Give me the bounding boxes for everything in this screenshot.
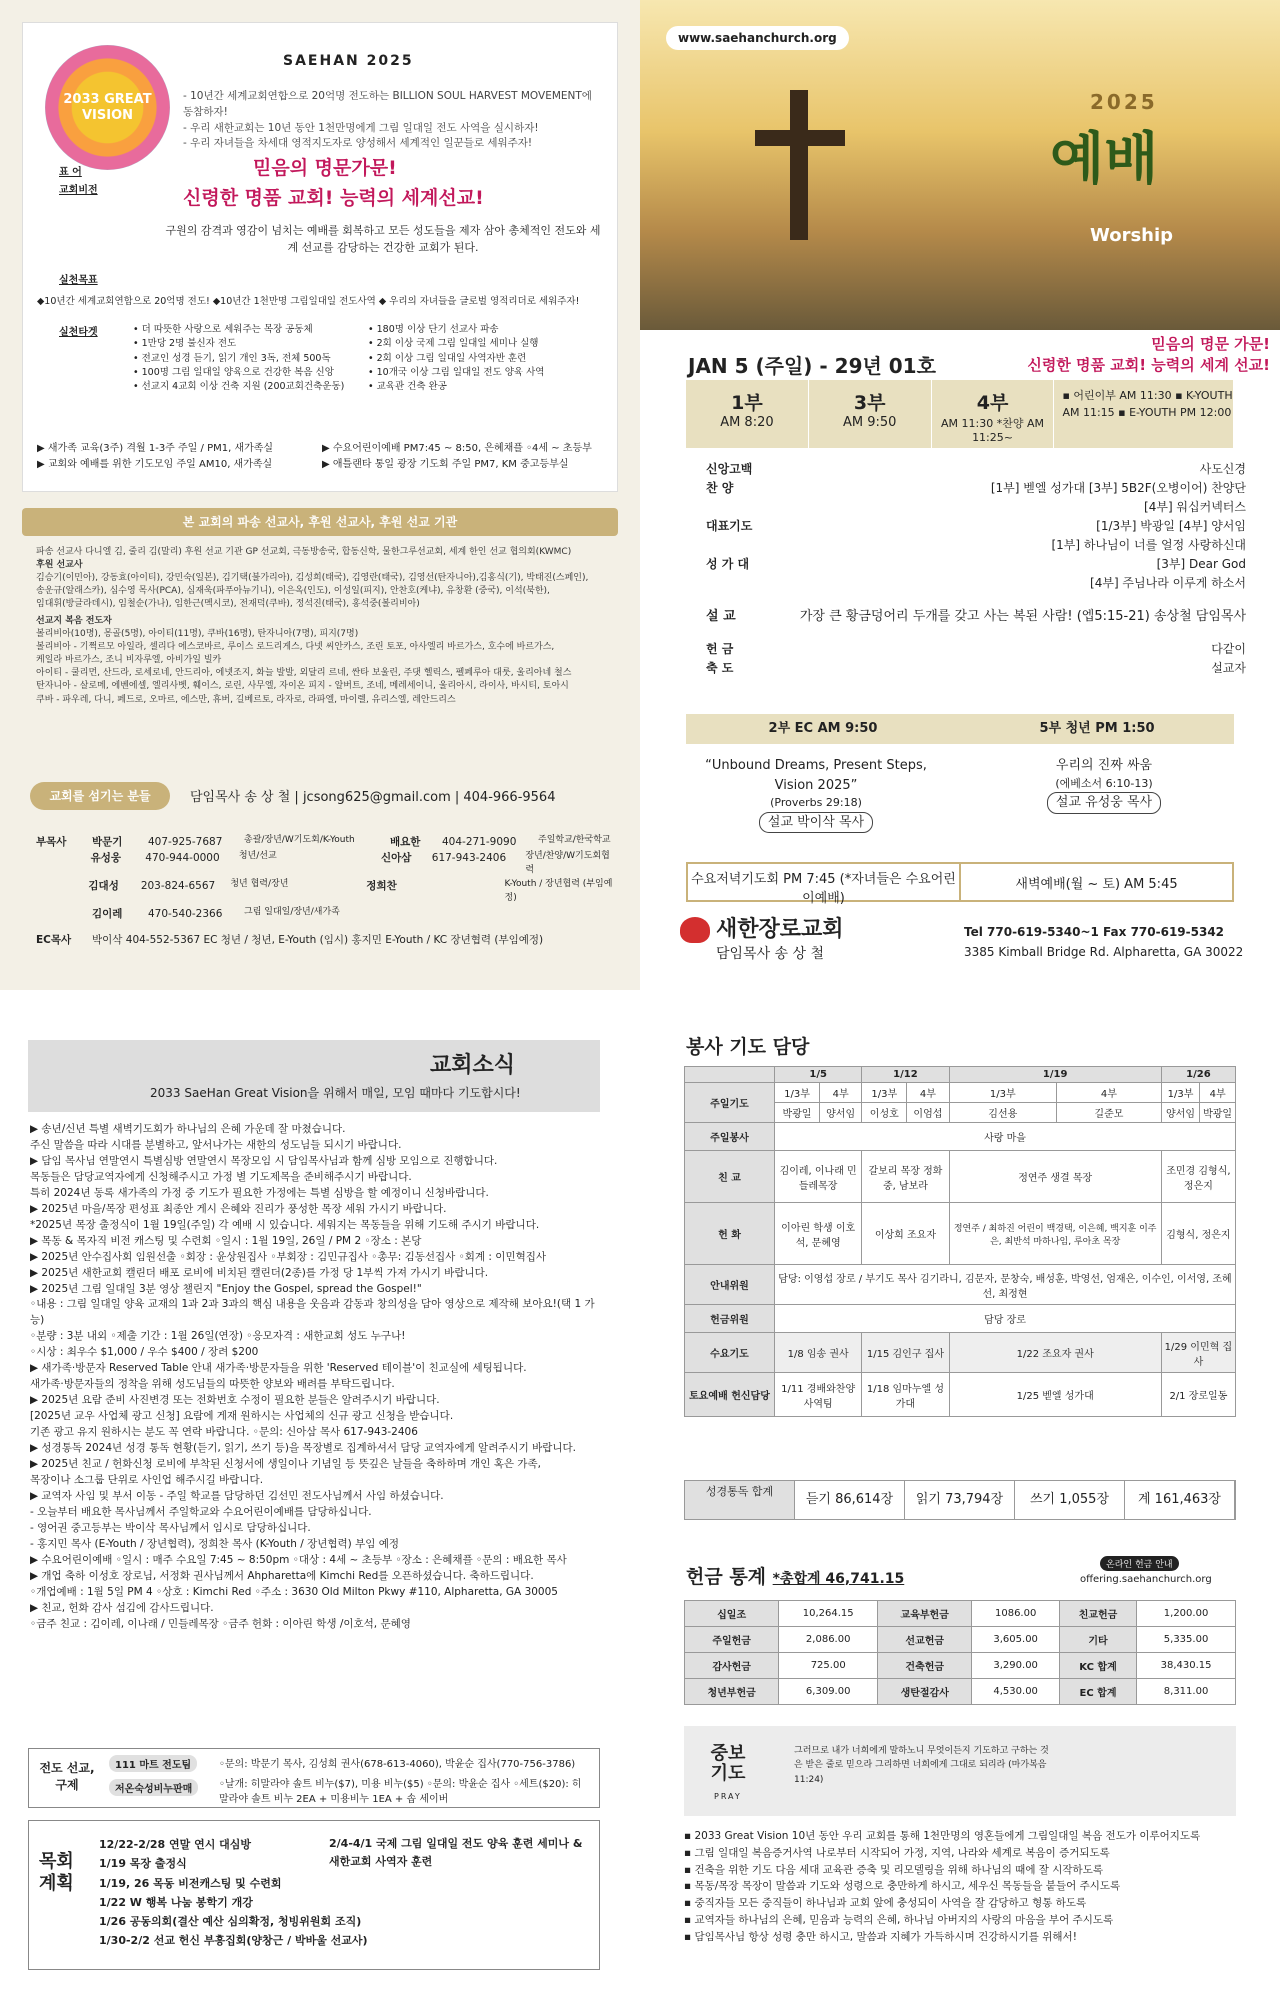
service-3: 3부 AM 9:50: [809, 380, 932, 448]
order-row: 신앙고백 사도신경: [706, 462, 1246, 476]
cross-icon: [790, 90, 808, 240]
youth-sermon: 우리의 진짜 싸움 (에베소서 6:10-13) 설교 유성웅 목사: [974, 756, 1234, 814]
mission-band: 본 교회의 파송 선교사, 후원 선교사, 후원 선교 기관: [22, 508, 618, 536]
vision-motto-2: 신령한 명품 교회! 능력의 세계선교!: [183, 187, 484, 209]
prayer-list: ▪ 2033 Great Vision 10년 동안 우리 교회를 통해 1천만명의 영혼들에게 그림일대일 복음 전도가 이루어지도록 ▪ 그림 일대일 복음증거사역 나로부터 시작되어 가정, 지역, 나라와 세계로 복음이 증거되도록 ▪ 건축을 위한 기도 다음 세대 교육관 증축 및 리모델링을 위해 하나님의 때에 잘 시작하도록 ▪ 목동/목장 목장이 말씀과 기도와 성령으로 충만하게 하시고, 세우신 목동들을 붙들어 주시도록 ▪ 중직자들 모든 중직들이 하나님과 교회 앞에 충성되이 사역을 잘 감당하고 형통 하도록 ▪ 교역자들 하나님의 은혜, 믿음과 능력의 은혜, 하나님 아버지의 사랑의 마음을 부어 주시도록 ▪ 담임목사님 항상 성령 충만 하시고, 말씀과 지혜가 가득하시며 건강하시기를 위해서!: [684, 1830, 1201, 1943]
news-subtitle: 2033 SaeHan Great Vision을 위해서 매일, 모임 때마다 기도합시다!: [150, 1086, 521, 1100]
weekday-services: 수요저녁기도회 PM 7:45 (*자녀들은 수요어린이예배) 새벽예배(월 ~ 토) AM 5:45: [686, 862, 1234, 902]
staff-row: 김이레 470-540-2366 그림 일대일/장년/새가족: [92, 907, 340, 921]
label-goal: 실천목표: [59, 275, 98, 286]
label-pyo: 표 어: [59, 167, 82, 178]
offering-table: 십일조 10,264.15 교육부헌금 1086.00 친교헌금 1,200.00 주일헌금 2,086.00 선교헌금 3,605.00 기타 5,335.00 감사헌금 725.00 건축헌금 3,290.00 KC 합계 38,430.15 청년부헌금 6,309.00 생탄절감사 4,530.00 EC 합계 8,311.00: [684, 1600, 1236, 1705]
order-row: [1부] 하나님이 너를 얼정 사랑하신대: [1051, 538, 1246, 552]
service-table: 1/5 1/12 1/19 1/26 주일기도 1/3부 4부 1/3부 4부 1/3부 4부 1/3부 4부 박광일 양서임 이성호 이엄섭 김선용 길준모 양서임 박광일 주일봉사 사랑 마을 친 교 김이레, 이나래 민들레목장 갈보리 목장 정화중, 남보라 정연주 생결 목장 조민경 김형식, 정은지 헌 화 이아린 학생 이호석, 문혜영 이상희 조요자 정연주 / 최하진 어린이 백경택, 이은혜, 백지훈 이주은, 최반석 마하나임, 루아초 목장 김형식, 정은지 안내위원 담당: 이영섭 장로 / 부기도 목사 김기라니, 김문자, 문창숙, 배성훈, 박영선, 엄재은, 이수인, 이서영, 조혜선, 최정현 헌금위원 담당 장로 수요기도 1/8 임송 권사 1/15 김인구 집사 1/22 조요자 권사 1/29 이민혁 집사 토요예배 헌신담당 1/11 경배와찬양 사역팀 1/18 임마누엘 성가대 1/25 벧엘 성가대 2/1 장로일동: [684, 1066, 1236, 1417]
saehan-title: SAEHAN 2025: [283, 53, 414, 69]
order-row: 축 도 설교자: [706, 661, 1246, 675]
order-row: 설 교 가장 큰 황금덩어리 두개를 갖고 사는 복된 사람! (엡5:15-21) 송상철 담임목사: [706, 609, 1246, 624]
cross-bar: [755, 130, 845, 146]
vision-motto-1: 믿음의 명문가문!: [253, 157, 397, 179]
motto: 믿음의 명문 가문! 신령한 명품 교회! 능력의 세계 선교!: [1027, 335, 1270, 374]
online-offering-url[interactable]: offering.saehanchurch.org: [1080, 1574, 1212, 1585]
hero-image: [640, 0, 1280, 330]
service-1: 1부 AM 8:20: [686, 380, 809, 448]
service-4: 4부 AM 11:30 *찬양 AM 11:25~: [932, 380, 1055, 448]
order-row: 찬 양 [1부] 벧엘 성가대 [3부] 5B2F(오병이어) 찬양단: [706, 481, 1246, 495]
serve-button: 교회를 섬기는 분들: [30, 782, 170, 810]
mission-text: 파송 선교사 다니엘 김, 줄리 김(말리) 후원 선교 기관 GP 선교회, 극동방송국, 합동신학, 물한그루선교회, 세계 한인 선교 협의회(KWMC) 후원 선교사 김승기(이민아), 강동효(아이티), 강민숙(일본), 김기택(불가리아), 김성희(태국), 김영란(태국), 김영선(탄자니아),김홍식(기), 박태진(스페인), 송운규(알래스카), 심수영 목사(PCA), 심재욱(파푸아뉴기니), 이은옥(인도), 이성일(피지), 안찬호(케냐), 유창환 (중국), 이석(북한), 임대휘(방글라데시), 임철순(가나), 임한근(멕시코), 전재덕(쿠바), 정석진(태국), 홍석중(볼리비아) 선교지 복음 전도자 볼리비아(10명), 몽골(5명), 아이티(11명), 쿠바(16명), 탄자니아(7명), 피지(7명) 볼리비아 - 기쩍르모 아일라, 셀리다 에스코바르, 루이스 로드리게스, 다넷 씨안카스, 조린 토포, 아사엘리 바르가스, 호수에 바르가스, 케일라 바르가스, 조니 비자루엘, 아비가일 빌카 아이티 - 쿨리먼, 산드라, 로세로네, 안드리아, 에넷조지, 화늘 발발, 외달리 르네, 싼타 보울린, 주댓 헬릭스, 펠페루아 대룻, 울리아네 철스 탄자니아 - 살로메, 에벤에셀, 엘리사벳, 훼이스, 로린, 사무엘, 자이온 피지 - 알버트, 조네, 메레세이니, 울리아시, 라이사, 바시티, 토아시 쿠바 - 파우레, 다니, 페드로, 오마르, 에스만, 휴버, 길베르토, 라자로, 라파엘, 마이렐, 유리스엘, 레안드리스: [36, 547, 589, 705]
year: 2025: [1090, 90, 1158, 114]
service-panel: [640, 1000, 1280, 1992]
ec-sermon: “Unbound Dreams, Present Steps, Vision 2025” (Proverbs 29:18) 설교 박이삭 목사: [686, 756, 946, 833]
ec-row: EC목사 박이삭 404-552-5367 EC 청년 / 청년, E-Youth (임시) 홍지민 E-Youth / KC 장년협력 (부임예정): [36, 934, 544, 947]
staff-row: 유성웅 470-944-0000 청년/선교 신아삼 617-943-2406 장년/찬양/W기도회협력: [90, 851, 610, 876]
worship-title-ko: 예배: [1050, 127, 1159, 192]
staff-list: [36, 834, 616, 949]
church-url[interactable]: www.saehanchurch.org: [666, 26, 849, 50]
worship-title-en: Worship: [1090, 225, 1174, 246]
worship-panel: [640, 0, 1280, 990]
label-target: 실천타겟: [59, 327, 98, 338]
order-row: [4부] 워십커넥터스: [1144, 500, 1246, 514]
staff-row: 부목사 박문기 407-925-7687 총괄/장년/W기도회/K-Youth 배요한 404-271-9090 주일학교/한국학교: [36, 835, 611, 848]
intercession-banner: 중보 기도 PRAY 그러므로 내가 너희에게 말하노니 무엇이든지 기도하고 구하는 것은 받은 줄로 믿으라 그리하면 너희에게 그대로 되리라 (마가복음 11:24): [684, 1726, 1236, 1816]
offering-title: 헌금 통계 *총합계 46,741.15: [686, 1566, 905, 1588]
great-vision-badge: 2033 GREAT VISION: [45, 45, 170, 170]
ec-youth-band: 2부 EC AM 9:50 5부 청년 PM 1:50: [686, 714, 1234, 744]
practice-list: • 더 따뜻한 사랑으로 세워주는 목장 공동체 • 1만당 2명 불신자 전도 • 전교인 성경 듣기, 읽기 개인 3독, 전체 500독 • 100명 그림 일대일 양육으로 건강한 복음 신앙 • 선교지 4교회 이상 건축 지원 (200교회건축운동) • 180명 이상 단기 선교사 파송 • 2회 이상 국제 그림 일대일 세미나 실행 • 2회 이상 그림 일대일 사역자반 훈련 • 10개국 이상 그림 일대일 전도 양육 사역 • 교육관 건축 완공: [133, 324, 545, 392]
vision-panel: [0, 0, 640, 990]
news-body: ▶ 송년/신년 특별 새벽기도회가 하나님의 은혜 가운데 잘 마쳤습니다. 주신 말씀을 따라 시대를 분별하고, 앞서나가는 새한의 성도님들 되시기 바랍니다. ▶ 담임 목사님 연말연시 특별심방 연말연시 목장모임 시 담임목사님과 함께 심방 모임으로 진행합니다. 목동들은 담당교역자에게 신청해주시고 가정 별 기도제목을 준비해주시기 바랍니다. 특히 2024년 동록 새가족의 가정 중 기도가 필요한 가정에는 특별 심방을 할 예정이니 신청바랍니다. ▶ 2025년 마을/목장 편성표 최종안 게시 은혜와 진리가 풍성한 목장 세워 가시기 바랍니다. *2025년 목장 출정식이 1월 19일(주일) 각 예배 시 있습니다. 세워지는 목동들을 위해 기도해 주시기 바랍니다. ▶ 목동 & 목자직 비전 캐스팅 및 수련회 ◦일시 : 1월 19일, 26일 / PM 2 ◦장소 : 본당 ▶ 2025년 안수집사회 임원선출 ◦회장 : 윤상원집사 ◦부회장 : 김민규집사 ◦총무: 김동선집사 ◦회계 : 이민혁집사 ▶ 2025년 새한교회 캘린더 배포 로비에 비치된 캘린더(2종)를 가정 당 1부씩 가져 가시기 바랍니다. ▶ 2025년 그림 일대일 3분 영상 챌린지 "Enjoy the Gospel, spread the Gospel!" ◦내용 : 그림 일대일 양육 교재의 1과 2과 3과의 핵심 내용을 웃음과 감동과 창의성을 담아 영상으로 제작해 보아요!(택 1 가능) ◦분량 : 3분 내외 ◦제출 기간 : 1월 26일(연장) ◦응모자격 : 새한교회 성도 누구나! ◦시상 : 최우수 $1,000 / 우수 $400 / 장려 $200 ▶ 새가족·방문자 Reserved Table 안내 새가족·방문자들을 위한 'Reserved 테이블'이 친교실에 세팅됩니다. 새가족·방문자들의 정착을 위해 성도님들의 따뜻한 양보와 배려를 부탁드립니다. ▶ 2025년 요람 준비 사진변경 또는 전화번호 수정이 필요한 분들은 알려주시기 바랍니다. [2025년 교우 사업체 광고 신청] 요람에 게재 원하시는 사업체의 신규 광고 신청을 받습니다. 기존 광고 유지 원하시는 분도 꼭 연락 바랍니다. ◦문의: 신아삼 목사 617-943-2406 ▶ 성경통독 2024년 성경 통독 현황(듣기, 읽기, 쓰기 등)을 목장별로 집계하셔서 담당 교역자에게 알려주시기 바랍니다. ▶ 2025년 친교 / 헌화신청 로비에 부착된 신청서에 생일이나 기념일 등 뜻깊은 날들을 축하하며 개인 혹은 가족, 목장이나 소그룹 단위로 사인업 해주시길 바랍니다. ▶ 교역자 사임 및 부서 이동 - 주일 학교를 담당하던 김선민 전도사님께서 사임 하셨습니다. - 오늘부터 배요한 목사님께서 주일학교와 수요어린이예배를 담당하십니다. - 영어권 중고등부는 박이삭 목사님께서 임시로 담당하십니다. - 홍지민 목사 (E-Youth / 장년협력), 정희찬 목사 (K-Youth / 장년협력) 부임 예정 ▶ 수요어린이예배 ◦일시 : 매주 수요일 7:45 ~ 8:50pm ◦대상 : 4세 ~ 초등부 ◦장소 : 은혜채플 ◦문의 : 배요한 목사 ▶ 개업 축하 이성호 장로님, 서정화 권사님께서 Ahpharetta에 Kimchi Red를 오픈하셨습니다. 축하드립니다. ◦개업예배 : 1월 5일 PM 4 ◦상호 : Kimchi Red ◦주소 : 3630 Old Milton Pkwy #110, Alpharetta, GA 30005 ▶ 친교, 헌화 감사 섬김에 감사드립니다. ◦금주 친교 : 김이레, 이나래 / 민들레목장 ◦금주 헌화 : 이아린 학생 /이호석, 문혜영: [30, 1123, 595, 1630]
vision-bullets: - 10년간 세계교회연합으로 20억명 전도하는 BILLION SOUL HARVEST MOVEMENT에 동참하자! - 우리 새한교회는 10년 동안 1천만명에게 그림 일대일 전도 사역을 실시하자! - 우리 자녀들을 차세대 영적지도자로 양성해서 세계적인 일꾼들로 세워주자!: [183, 90, 592, 150]
bulletin-date: JAN 5 (주일) - 29년 01호: [688, 354, 936, 378]
youth-services: ▪ 어린이부 AM 11:30 ▪ K-YOUTH AM 11:15 ▪ E-YOUTH PM 12:00: [1054, 380, 1234, 448]
order-row: 대표기도 [1/3부] 박광일 [4부] 양서임: [706, 519, 1246, 533]
label-vision: 교회비전: [59, 185, 98, 196]
heart-logo-icon: [680, 917, 710, 943]
online-offering-badge[interactable]: 온라인 헌금 안내: [1100, 1556, 1179, 1571]
church-logo: 새한장로교회 담임목사 송 상 철: [680, 912, 844, 963]
bible-reading-total: 성경통독 합계 듣기 86,614장 읽기 73,794장 쓰기 1,055장 계 161,463장: [684, 1480, 1236, 1520]
staff-row: 김대성 203-824-6567 청년 협력/장년 정희찬 K-Youth / 장년협력 (부임예정): [88, 879, 613, 904]
order-row: [4부] 주님나라 이루게 하소서: [1090, 576, 1246, 590]
service-times: [686, 380, 1234, 448]
vision-description: 구원의 감격과 영감이 넘치는 예배를 회복하고 모든 성도들을 제자 삼아 총체적인 전도와 세계 선교를 감당하는 건강한 교회가 된다.: [165, 224, 601, 254]
service-title: 봉사 기도 담당: [686, 1036, 810, 1058]
order-row: 성 가 대 [3부] Dear God: [706, 557, 1246, 571]
evangelism-box: 전도 선교,구제 111 마트 전도팀 ◦문의: 박문기 목사, 김성희 권사(678-613-4060), 박윤순 집사(770-756-3786) 저온숙성비누판매 ◦날개: 히말라야 솔트 비누($7), 미용 비누($5) ◦문의: 박윤순 집사 ◦세트($20): 히말라야 솔트 비누 2EA + 미용비누 1EA + 솝 세이버: [28, 1748, 600, 1808]
news-panel: [0, 1000, 640, 1992]
program-list: ▶ 새가족 교육(3주) 격월 1-3주 주일 / PM1, 새가족실 ▶ 교회와 예배를 위한 기도모임 주일 AM10, 새가족실 ▶ 수요어린이예배 PM7:45 ~ 8:50, 은혜채플 ◦4세 ~ 초등부 ▶ 애틀랜타 통일 광장 기도회 주일 PM7, KM 중고등부실: [37, 443, 592, 470]
vision-card: [22, 22, 618, 492]
church-contact: Tel 770-619-5340~1 Fax 770-619-5342 3385 Kimball Bridge Rd. Alpharetta, GA 30022: [964, 925, 1244, 960]
goal-text: ◆10년간 세계교회연합으로 20억명 전도! ◆10년간 1천만명 그림일대일 전도사역 ◆ 우리의 자녀들을 글로벌 영적리더로 세워주자!: [37, 296, 580, 307]
worship-order: [706, 460, 1246, 678]
senior-pastor-contact: 담임목사 송 상 철 | jcsong625@gmail.com | 404-966-9564: [190, 790, 556, 805]
ministry-plan: 목회 계획 12/22-2/28 연말 연시 대심방 1/19 목장 출정식 1/19, 26 목동 비전캐스팅 및 수련회 1/22 W 행복 나눔 봉학기 개강 1/26 공동의회(결산 예산 심의확정, 청빙위원회 조직) 1/30-2/2 선교 헌신 부흥집회(양창근 / 박바울 선교사) 2/4-4/1 국제 그림 일대일 전도 양육 훈련 세미나 & 새한교회 사역자 훈련: [28, 1820, 600, 1970]
order-row: 헌 금 다같이: [706, 642, 1246, 656]
news-title: 교회소식: [430, 1053, 516, 1078]
